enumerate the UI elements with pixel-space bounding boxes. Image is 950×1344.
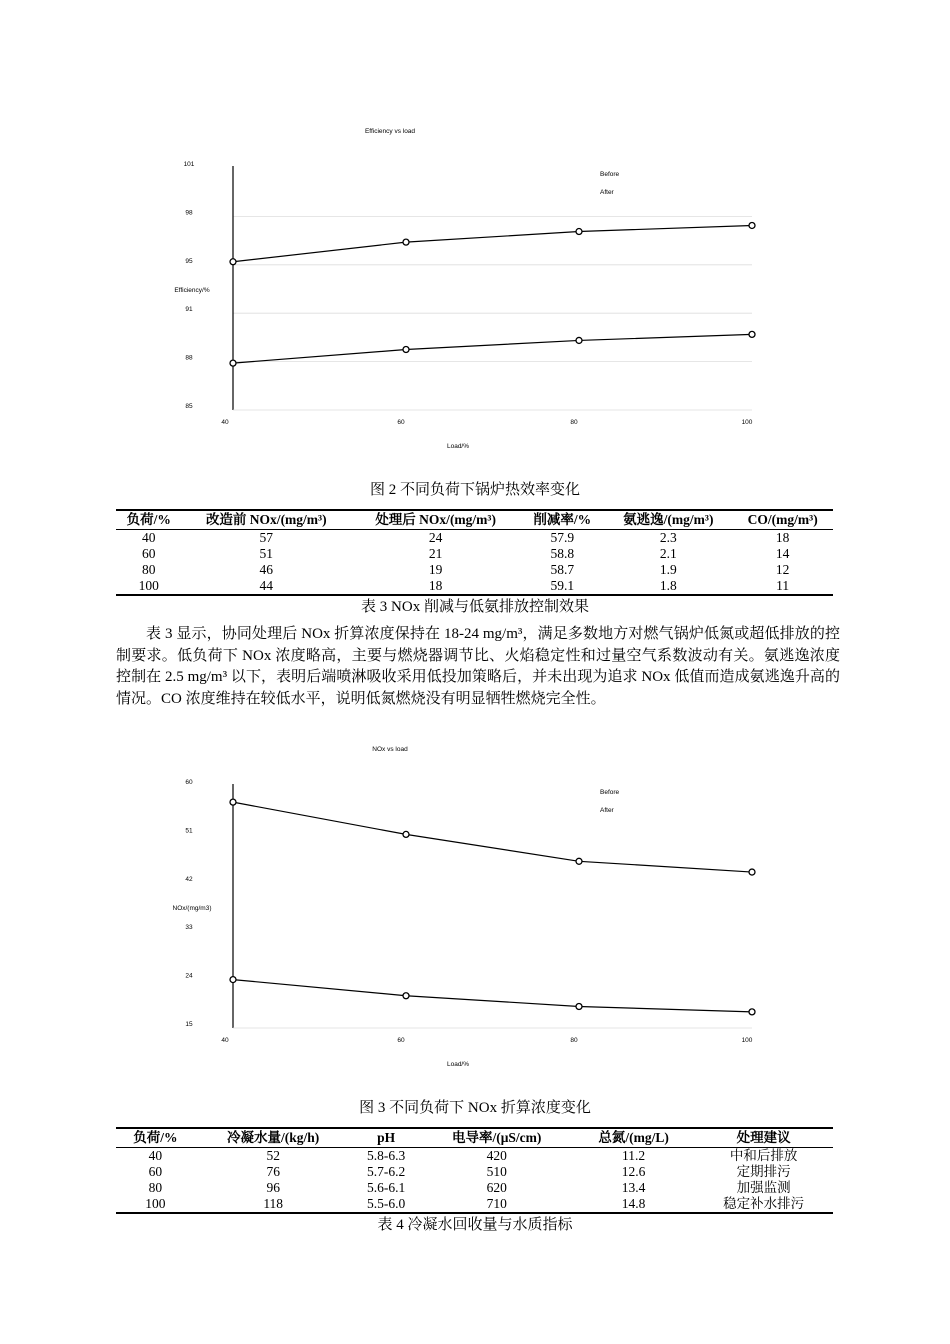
figure-2-chart [160, 120, 800, 460]
series-line [233, 802, 752, 872]
table-cell: 5.8-6.3 [366, 1148, 406, 1163]
series-line [233, 980, 752, 1012]
table-cell: 11.2 [622, 1148, 646, 1163]
table-row [116, 562, 833, 578]
data-point [576, 858, 582, 864]
table-cell: 19 [428, 562, 443, 577]
table-cell: 12 [775, 562, 790, 577]
y-tick-label: 51 [185, 827, 193, 835]
table-cell: 40 [142, 530, 156, 545]
table-cell: 14.8 [573, 1196, 694, 1213]
y-tick-label: 88 [185, 354, 193, 362]
series-line [233, 225, 752, 261]
table-header-row [116, 510, 833, 530]
table-cell: 1.8 [604, 578, 732, 595]
data-point [403, 239, 409, 245]
data-point [230, 259, 236, 265]
data-point [403, 993, 409, 999]
x-tick-label: 80 [570, 1037, 578, 1044]
x-tick-label: 80 [570, 419, 578, 426]
table-cell: 620 [486, 1180, 507, 1195]
data-point [230, 360, 236, 366]
table-4-caption: 表 4 冷凝水回收量与水质指标 [377, 1217, 573, 1233]
y-tick-label: 85 [185, 403, 193, 410]
data-point [230, 977, 236, 983]
table-cell: 710 [421, 1196, 573, 1213]
table-cell: 44 [182, 578, 351, 595]
table-cell: 59.1 [520, 578, 604, 595]
column-header: 冷凝水量/(kg/h) [195, 1128, 352, 1148]
legend-entry: After [600, 807, 614, 814]
x-tick-label: 60 [397, 1037, 405, 1044]
x-axis-label: Load/% [446, 443, 470, 450]
data-point [576, 337, 582, 343]
column-header: 改造前 NOx/(mg/m³) [182, 510, 351, 530]
table-cell: 40 [148, 1148, 163, 1163]
table-cell: 24 [428, 530, 443, 545]
table-cell: 5.5-6.0 [352, 1196, 421, 1213]
legend-entry: Before [600, 171, 620, 178]
data-point [403, 347, 409, 353]
table-cell: 80 [142, 562, 156, 577]
body-paragraph: 表 3 显示，协同处理后 NOx 折算浓度保持在 18-24 mg/m³，满足多数地方对燃气锅炉低氮或超低排放的控制要求。低负荷下 NOx 浓度略高，主要与燃烧器调节比、火焰稳定性和过量空气系数波动有关。氨逃逸浓度控制在 2.5 mg/m³ 以下，表明后端喷淋吸收采用低投加策略后，并未出现为追求 NOx 低值而造成氨逃逸升高的情况。CO 浓度维持在较低水平，说明低氮燃烧没有明显牺牲燃烧完全性。 [116, 626, 840, 707]
table-cell: 21 [428, 546, 443, 561]
table-cell: 5.7-6.2 [366, 1164, 406, 1179]
table-row [116, 1196, 833, 1213]
x-tick-label: 40 [221, 1037, 229, 1044]
data-point [230, 799, 236, 805]
series-line [233, 334, 752, 363]
table-cell: 57.9 [550, 530, 575, 545]
table-cell: 1.9 [659, 562, 677, 577]
table-cell: 13.4 [621, 1180, 646, 1195]
column-header: pH [352, 1128, 421, 1148]
data-point [403, 831, 409, 837]
y-tick-label: 101 [183, 161, 195, 168]
legend-entry: After [600, 189, 614, 196]
table-3-caption: 表 3 NOx 削减与低氨排放控制效果 [361, 599, 589, 615]
column-header: 氨逃逸/(mg/m³) [604, 510, 732, 530]
column-header: 电导率/(μS/cm) [421, 1128, 573, 1148]
data-point [749, 222, 755, 228]
table-cell: 80 [148, 1180, 163, 1195]
table-cell: 76 [266, 1164, 280, 1179]
x-tick-label: 40 [221, 419, 229, 426]
table-cell: 定期排污 [736, 1164, 791, 1179]
table-cell: 加强监测 [736, 1180, 791, 1195]
x-tick-label: 60 [397, 419, 405, 426]
table-cell: 60 [142, 546, 156, 561]
data-point [749, 869, 755, 875]
y-tick-label: 91 [185, 306, 193, 314]
table-cell: 14 [775, 546, 790, 561]
data-point [576, 229, 582, 235]
table-cell: 中和后排放 [729, 1148, 798, 1163]
y-tick-label: 95 [185, 257, 193, 265]
table-row [116, 578, 833, 595]
y-tick-label: 15 [185, 1021, 193, 1028]
column-header: 削减率/% [520, 510, 604, 530]
table-cell: 52 [266, 1148, 280, 1163]
y-tick-label: 42 [185, 875, 193, 883]
table-3 [116, 509, 833, 596]
x-axis-label: Load/% [446, 1061, 470, 1068]
column-header: 总氮/(mg/L) [573, 1128, 694, 1148]
chart-title: Efficiency vs load [364, 128, 416, 135]
table-cell: 100 [116, 1196, 195, 1213]
figure-3-caption: 图 3 不同负荷下 NOx 折算浓度变化 [359, 1100, 591, 1116]
table-cell: 51 [259, 546, 274, 561]
table-cell: 2.3 [659, 530, 677, 545]
x-tick-label: 100 [741, 1037, 753, 1044]
column-header: 负荷/% [116, 510, 182, 530]
table-cell: 46 [259, 562, 274, 577]
table-row [116, 1148, 833, 1165]
table-cell: 18 [775, 530, 790, 545]
table-4 [116, 1127, 833, 1214]
table-cell: 58.7 [550, 562, 575, 577]
table-cell: 12.6 [621, 1164, 646, 1179]
data-point [576, 1003, 582, 1009]
nox-chart-svg [160, 738, 800, 1078]
table-row [116, 1180, 833, 1196]
table-cell: 420 [486, 1148, 507, 1163]
table-cell: 18 [351, 578, 520, 595]
figure-2-caption: 图 2 不同负荷下锅炉热效率变化 [369, 482, 580, 498]
column-header: 处理建议 [694, 1128, 833, 1148]
column-header: 负荷/% [116, 1128, 195, 1148]
column-header: CO/(mg/m³) [732, 510, 833, 530]
table-cell: 57 [259, 530, 274, 545]
legend-entry: Before [600, 789, 620, 796]
table-cell: 11 [732, 578, 833, 595]
y-axis-label: Efficiency/% [174, 287, 210, 294]
table-cell: 118 [195, 1196, 352, 1213]
table-cell: 58.8 [550, 546, 575, 561]
table-cell: 96 [266, 1180, 280, 1195]
data-point [749, 1009, 755, 1015]
y-tick-label: 33 [185, 924, 193, 932]
table-cell: 稳定补水排污 [694, 1196, 833, 1213]
x-tick-label: 100 [741, 419, 753, 426]
table-header-row [116, 1128, 833, 1148]
table-cell: 2.1 [659, 546, 677, 561]
y-tick-label: 24 [185, 972, 193, 980]
table-row [116, 530, 833, 547]
chart-title: NOx vs load [372, 746, 408, 753]
table-cell: 60 [148, 1164, 163, 1179]
figure-3-chart [160, 738, 800, 1078]
y-tick-label: 60 [185, 779, 193, 786]
table-cell: 510 [486, 1164, 507, 1179]
data-point [749, 331, 755, 337]
y-axis-label: NOx/(mg/m3) [172, 905, 212, 912]
y-tick-label: 98 [185, 209, 193, 217]
table-cell: 100 [116, 578, 182, 595]
efficiency-chart-svg [160, 120, 800, 460]
table-cell: 5.6-6.1 [366, 1180, 406, 1195]
column-header: 处理后 NOx/(mg/m³) [351, 510, 520, 530]
table-row [116, 546, 833, 562]
table-row [116, 1164, 833, 1180]
